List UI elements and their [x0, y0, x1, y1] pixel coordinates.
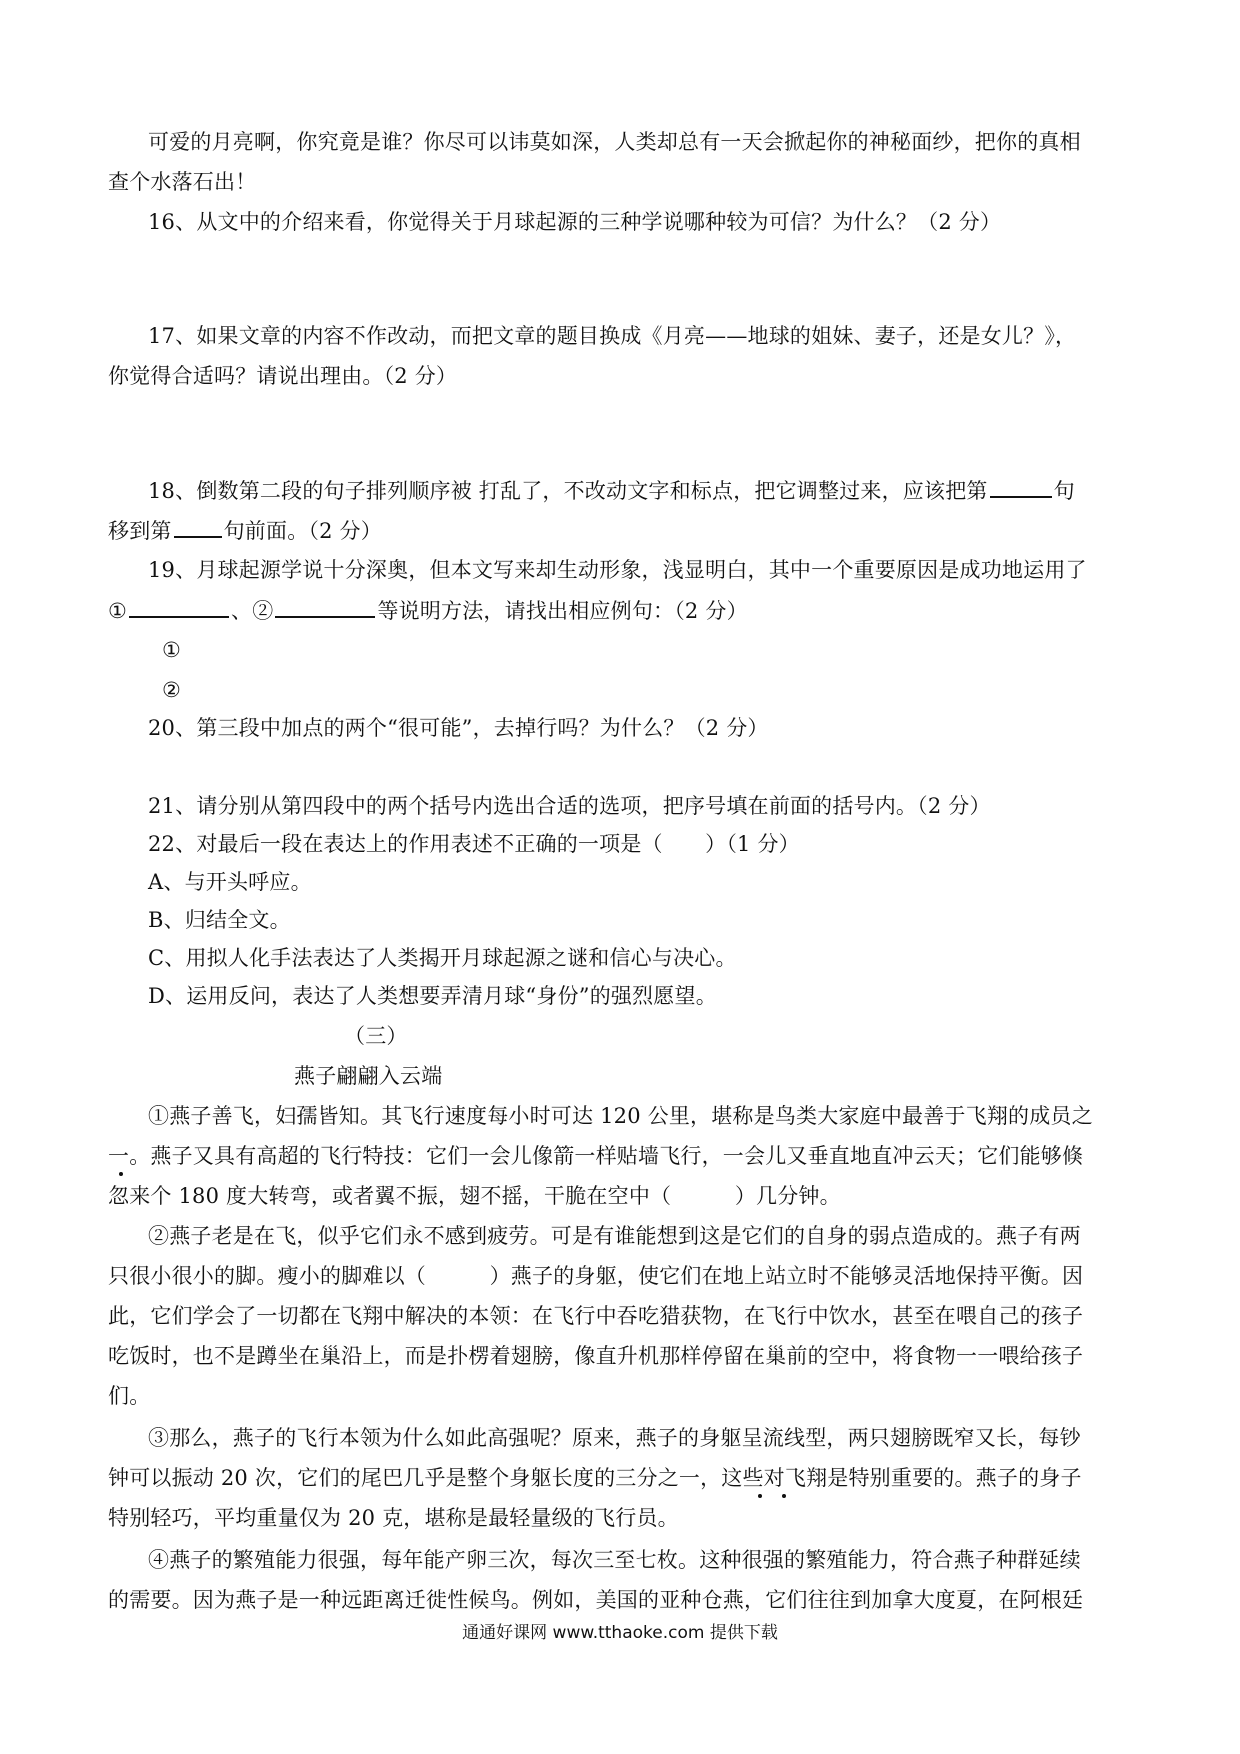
paragraph-1-line: 一。燕子又具有高超的飞行特技：它们一会儿像箭一样贴墙飞行，一会儿又垂直地直冲云天；它们能够倏 — [108, 1144, 1084, 1168]
question-18-text: 句前面。（2 分） — [223, 519, 382, 543]
answer-blank[interactable] — [990, 476, 1052, 498]
emphasis-dot — [758, 1494, 762, 1498]
paragraph-3-line: 钟可以振动 20 次，它们的尾巴几乎是整个身躯长度的三分之一，这些对飞翔是特别重要的。燕子的身子 — [108, 1466, 1082, 1490]
paragraph-4-line: ④燕子的繁殖能力很强，每年能产卵三次，每次三至七枚。这种很强的繁殖能力，符合燕子种群延续 — [148, 1548, 1081, 1572]
question-18-text: 18、倒数第二段的句子排列顺序被 打乱了，不改动文字和标点，把它调整过来，应该把第 — [148, 479, 988, 503]
page-footer: 通通好课网 www.tthaoke.com 提供下载 — [462, 1623, 778, 1643]
paragraph-1-line: ①燕子善飞，妇孺皆知。其飞行速度每小时可达 120 公里，堪称是鸟类大家庭中最善于飞翔的成员之 — [148, 1104, 1093, 1128]
text-line: 查个水落石出！ — [108, 170, 257, 194]
circle-2: ② — [162, 678, 182, 702]
circle-1: ① — [162, 638, 182, 662]
question-17-line1: 17、如果文章的内容不作改动，而把文章的题目换成《月亮——地球的姐妹、妻子，还是女儿？》， — [148, 324, 1077, 348]
option-b: B、归结全文。 — [148, 908, 291, 932]
question-18-text: 移到第 — [108, 519, 172, 543]
paragraph-1-line: 忽来个 180 度大转弯，或者翼不振，翅不摇，干脆在空中（ ）几分钟。 — [108, 1184, 841, 1208]
question-22: 22、对最后一段在表达上的作用表述不正确的一项是（ ）（1 分） — [148, 832, 800, 856]
question-17-line2: 你觉得合适吗？请说出理由。（2 分） — [108, 364, 458, 388]
option-a: A、与开头呼应。 — [148, 870, 312, 894]
paragraph-2-line: 只很小很小的脚。瘦小的脚难以（ ）燕子的身躯，使它们在地上站立时不能够灵活地保持平衡。因 — [108, 1264, 1084, 1288]
option-d: D、运用反问，表达了人类想要弄清月球“身份”的强烈愿望。 — [148, 984, 717, 1008]
paragraph-3-line: 特别轻巧，平均重量仅为 20 克，堪称是最轻量级的飞行员。 — [108, 1506, 679, 1530]
question-16: 16、从文中的介绍来看，你觉得关于月球起源的三种学说哪种较为可信？为什么？（2 分） — [148, 210, 1002, 234]
paragraph-4-line: 的需要。因为燕子是一种远距离迁徙性候鸟。例如，美国的亚种仓燕，它们往往到加拿大度夏，在阿根廷 — [108, 1588, 1084, 1612]
answer-blank[interactable] — [174, 516, 222, 538]
paragraph-3-line: ③那么，燕子的飞行本领为什么如此高强呢？原来，燕子的身躯呈流线型，两只翅膀既窄又长，每钞 — [148, 1426, 1081, 1450]
paragraph-2-line: 们。 — [108, 1384, 151, 1408]
question-19-line1: 19、月球起源学说十分深奥，但本文写来却生动形象，浅显明白，其中一个重要原因是成功地运用了 — [148, 558, 1087, 582]
answer-blank[interactable] — [275, 596, 375, 618]
question-18-line2 — [108, 516, 382, 545]
text-line: 可爱的月亮啊，你究竟是谁？你尽可以讳莫如深，人类却总有一天会掀起你的神秘面纱，把你的真相 — [148, 130, 1081, 154]
emphasis-dot — [119, 1172, 123, 1176]
option-c: C、用拟人化手法表达了人类揭开月球起源之谜和信心与决心。 — [148, 946, 737, 970]
article-title: 燕子翩翩入云端 — [294, 1064, 443, 1088]
question-21: 21、请分别从第四段中的两个括号内选出合适的选项，把序号填在前面的括号内。（2 分） — [148, 794, 991, 818]
answer-blank[interactable] — [129, 596, 229, 618]
question-19-text: 等说明方法，请找出相应例句：（2 分） — [377, 599, 748, 623]
question-19-text: ① — [108, 599, 128, 623]
emphasis-dot — [782, 1494, 786, 1498]
section-number: （三） — [344, 1024, 408, 1048]
question-20: 20、第三段中加点的两个“很可能”，去掉行吗？为什么？（2 分） — [148, 716, 769, 740]
question-18-text: 句 — [1053, 479, 1075, 503]
paragraph-2-line: 吃饭时，也不是蹲坐在巢沿上，而是扑楞着翅膀，像直升机那样停留在巢前的空中，将食物一一喂给孩子 — [108, 1344, 1084, 1368]
question-18-line1 — [148, 476, 1075, 505]
paragraph-2-line: ②燕子老是在飞，似乎它们永不感到疲劳。可是有谁能想到这是它们的自身的弱点造成的。燕子有两 — [148, 1224, 1081, 1248]
question-19-text: 、② — [231, 599, 274, 623]
paragraph-2-line: 此，它们学会了一切都在飞翔中解决的本领：在飞行中吞吃猎获物，在飞行中饮水，甚至在喂自己的孩子 — [108, 1304, 1084, 1328]
question-19-line2 — [108, 596, 748, 625]
